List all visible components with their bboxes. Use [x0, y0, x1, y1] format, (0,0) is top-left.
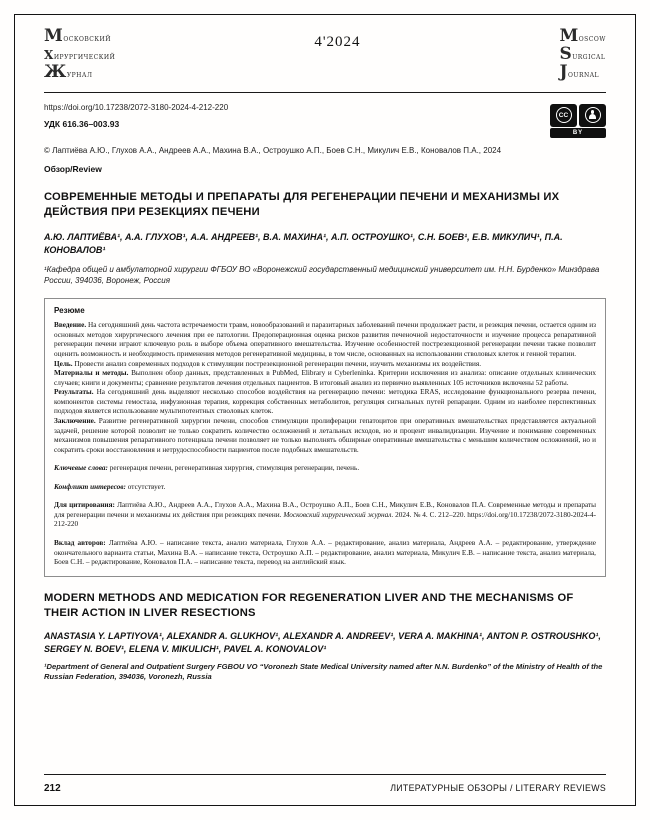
- abstract-label-methods: Материалы и методы.: [54, 369, 129, 378]
- logo-ru-line3: Журнал: [44, 61, 93, 82]
- logo-ru-line2: хирургический: [44, 43, 116, 64]
- issue-number: 4'2024: [314, 34, 361, 50]
- contribution-label: Вклад авторов:: [54, 539, 106, 548]
- cc-by-label: BY: [550, 128, 606, 138]
- abstract-paragraph-aim: [54, 360, 596, 370]
- page-footer: [44, 774, 606, 794]
- abstract-label-introduction: Введение.: [54, 321, 87, 330]
- article-title-ru: СОВРЕМЕННЫЕ МЕТОДЫ И ПРЕПАРАТЫ ДЛЯ РЕГЕНЕРАЦИИ ПЕЧЕНИ И МЕХАНИЗМЫ ИХ ДЕЙСТВИЯ ПРИ РЕЗЕКЦИЯХ ПЕЧЕНИ: [44, 190, 560, 219]
- abstract-text-aim: Провести анализ современных подходов к стимуляции пострезекционной регенерации печени, изучить механизмы их воздействия.: [74, 359, 482, 368]
- conflict-text: отсутствует.: [127, 482, 166, 491]
- logo-en-line1: Moscow: [559, 26, 606, 46]
- keywords-line: [54, 464, 596, 474]
- abstract-text-conclusion: Развитие регенеративной хирургии печени, способов стимуляции пролиферации гепатоцитов при оперативных вмешательствах представляется актуальной задачей, решение которой позволит не только сократить количество осложнений и летальных исходов, но и процент инвалидизации. Изучение и понимание современных механизмов повышения репаративного потенциала печени позволяет не только выполнять обширные оперативные вмешательства с меньшим количеством осложнений, но и сократить сроки восстановления и нетрудоспособности пациентов после подобных вмешательств.: [54, 416, 597, 454]
- authors-ru: А.Ю. ЛАПТИЁВА¹, А.А. ГЛУХОВ¹, А.А. АНДРЕЕВ¹, В.А. МАХИНА¹, А.П. ОСТРОУШКО¹, С.Н. БОЕВ¹, Е.В. МИКУЛИЧ¹, П.А. КОНОВАЛОВ¹: [44, 231, 563, 255]
- journal-header: [44, 28, 606, 82]
- journal-logo-en: [559, 28, 606, 82]
- udk-code: УДК 616.36–003.93: [44, 118, 120, 129]
- footer-divider: [44, 774, 606, 775]
- citation-line: [54, 501, 596, 530]
- cc-by-badge: [550, 104, 606, 138]
- cc-circle-icon: CC: [556, 107, 572, 123]
- affiliation-ru: ¹Кафедра общей и амбулаторной хирургии ФГБОУ ВО «Воронежский государственный медицинский университет им. Н.Н. Бурденко» Минздрава России, 394036, Воронеж, Россия: [44, 264, 600, 286]
- abstract-paragraph-introduction: [54, 321, 596, 359]
- abstract-paragraph-methods: [54, 369, 596, 388]
- journal-logo-ru: [44, 28, 115, 82]
- doi-link[interactable]: https://doi.org/10.17238/2072-3180-2024-4-212-220: [44, 102, 229, 112]
- page-number: 212: [44, 783, 61, 794]
- article-section-type: Обзор/Review: [44, 163, 102, 174]
- page-content: [44, 28, 606, 683]
- abstract-text-methods: Выполнен обзор данных, представленных в PubMed, Elibrary и Cyberleninka. Критерии исключения из анализа: описание отдельных клинических случаев; книги и документы; сравнение результатов лечения отдельных пациентов. В итоговый анализ из первично выявленных 105 источников включены 52 работы.: [54, 369, 597, 387]
- citation-text-post: 2024. № 4. С. 212–220. https://doi.org/10.17238/2072-3180-2024-4-212-220: [54, 510, 597, 529]
- footer-section-title: ЛИТЕРАТУРНЫЕ ОБЗОРЫ / LITERARY REVIEWS: [390, 783, 606, 793]
- contribution-text: Лаптиёва А.Ю. – написание текста, анализ материала, Глухов А.А. – редактирование, анализ материала, Андреев А.А. – редактирование, утверждение окончательного варианта статьи, Махина В.А. – написание текста, Остроушко А.П. – редактирование, анализ материала, Микулич Е.В. – написание текста, анализ материала, Боев С.Н. – редактирование, Коновалов П.А. – написание текста, перевод на английский язык.: [54, 539, 596, 567]
- abstract-text-introduction: На сегодняшний день частота встречаемости травм, новообразований и паразитарных заболеваний печени продолжает расти, и резекция печени, остается одним из основных методов хирургического лечения при ее патологии. Предоперационная оценка рисков развития печеночной недостаточности и изучение процесса репаративной регенерации печени играют ключевую роль в выборе объема оперативного вмешательства. Изучение особенностей пострезекционной регенерации печени также позволит оценить возможность и необходимость применения методов регенеративной медицины, в том числе, основанных на использовании стволовых клеток и генной терапии.: [54, 321, 597, 359]
- logo-en-line2: Surgical: [559, 43, 606, 64]
- attribution-person-icon: [579, 104, 606, 127]
- person-icon: [588, 110, 598, 120]
- conflict-label: Конфликт интересов:: [54, 482, 126, 491]
- abstract-paragraph-conclusion: [54, 417, 596, 455]
- authors-en: ANASTASIA Y. LAPTIYOVA¹, ALEXANDR A. GLUKHOV¹, ALEXANDR A. ANDREEV¹, VERA A. MAKHINA¹, ANTON P. OSTROUSHKO¹, SERGEY N. BOEV¹, ELENA V. MIKULICH¹, PAVEL A. KONOVALOV¹: [44, 631, 601, 655]
- affiliation-en: ¹Department of General and Outpatient Surgery FGBOU VO “Voronezh State Medical University named after N.N. Burdenko” of the Ministry of Health of the Russian Federation, 394036, Voronezh, Russia: [44, 662, 603, 682]
- cc-badge-row: [550, 104, 606, 127]
- article-title-en: MODERN METHODS AND MEDICATION FOR REGENERATION LIVER AND THE MECHANISMS OF THEIR ACTION IN LIVER RESECTIONS: [44, 591, 574, 620]
- abstract-heading: Резюме: [54, 306, 85, 316]
- abstract-label-aim: Цель.: [54, 359, 73, 368]
- doi-udk-block: [44, 103, 228, 129]
- abstract-label-results: Результаты.: [54, 388, 94, 397]
- cc-icon: [550, 104, 577, 127]
- keywords-text: регенерация печени, регенеративная хирургия, стимуляция регенерации, печень.: [109, 464, 360, 473]
- meta-row: [44, 103, 606, 138]
- author-contribution-line: [54, 539, 596, 568]
- abstract-text-results: На сегодняшний день выделяют несколько способов воздействия на регенерацию печени: методика ERAS, исследование функционального резерва печени, компонентов системы гемостаза, инфузионная терапия, коррекция собственных метаболитов, регуляция сигнальных путей репарации. Одним из наиболее перспективных подходов является использование мультипотентных стволовых клеток.: [54, 388, 597, 416]
- citation-label: Для цитирования:: [54, 501, 115, 510]
- abstract-label-conclusion: Заключение.: [54, 416, 96, 425]
- header-divider: [44, 92, 606, 93]
- footer-row: [44, 783, 606, 794]
- logo-en-line3: Journal: [559, 61, 600, 82]
- citation-text-pre: Лаптиёва А.Ю., Андреев А.А., Глухов А.А., Махина В.А., Остроушко А.П., Боев С.Н., Микулич Е.В., Коновалов П.А. Современные методы и препараты для регенерации печени и механизмы их действия при резекциях печени.: [54, 501, 597, 519]
- conflict-line: [54, 483, 596, 493]
- person-circle-icon: [585, 107, 601, 123]
- logo-ru-line1: Московский: [44, 26, 112, 46]
- copyright-line: © Лаптиёва А.Ю., Глухов А.А., Андреев А.А., Махина В.А., Остроушко А.П., Боев С.Н., Микулич Е.В., Коновалов П.А., 2024: [44, 145, 502, 155]
- abstract-paragraph-results: [54, 388, 596, 417]
- keywords-label: Ключевые слова:: [54, 464, 108, 473]
- citation-journal-name: Московский хирургический журнал.: [283, 510, 394, 519]
- abstract-box: [44, 298, 606, 576]
